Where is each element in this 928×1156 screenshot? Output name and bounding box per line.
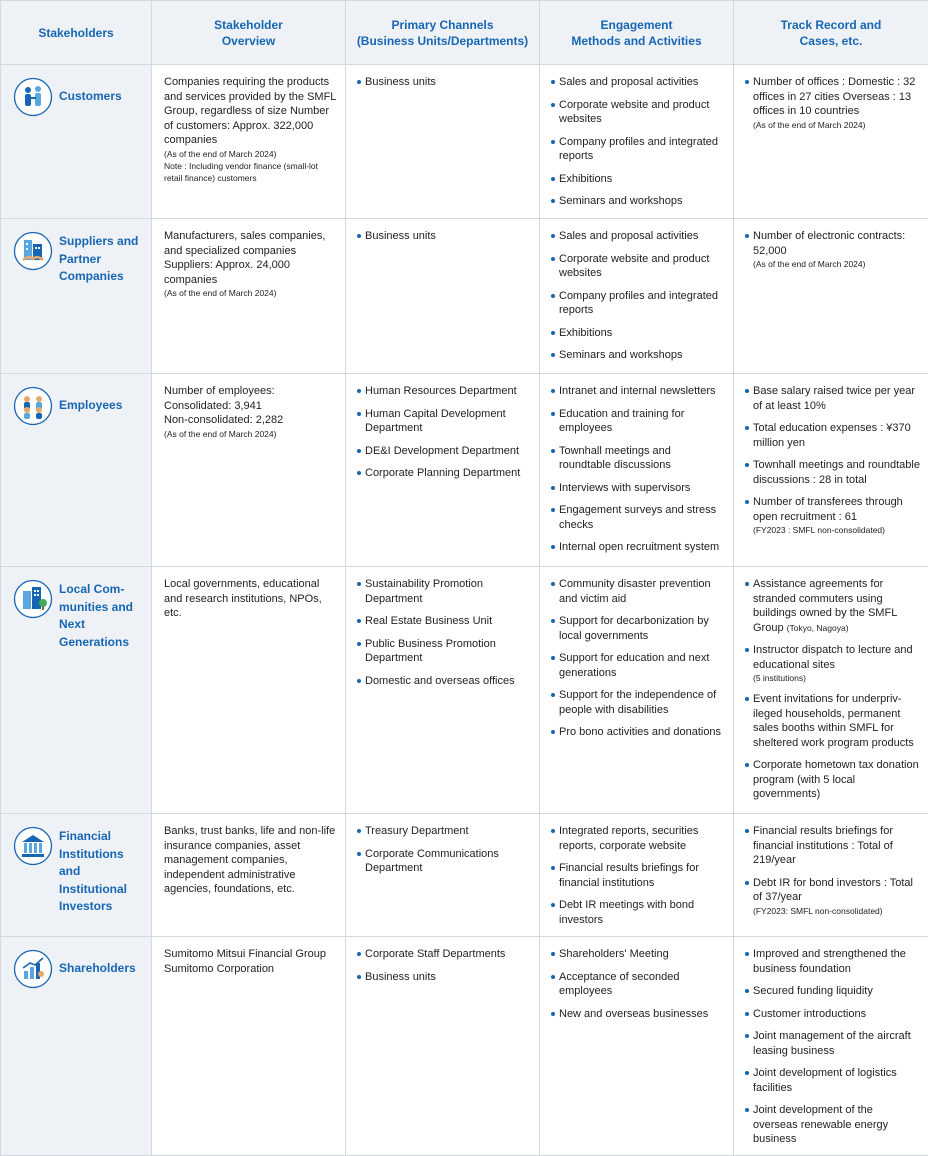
row-financial <box>1 814 928 937</box>
methods-cell <box>540 374 734 567</box>
list-item: Townhall meetings and roundtable discussions : 28 in total <box>745 458 920 487</box>
list-item: Financial results briefings for financial institutions <box>551 861 725 890</box>
list-item: Debt IR meetings with bond investors <box>551 898 725 927</box>
stakeholder-cell <box>1 374 152 567</box>
list-item: Corporate website and product websites <box>551 98 725 127</box>
list-item: Number of offices : Domestic : 32 offices in 27 cities Overseas : 13 offices in 10 countries (As of the end of March 2024) <box>745 75 920 131</box>
overview-note: (As of the end of March 2024) <box>164 288 277 298</box>
list-item: Shareholders' Meeting <box>551 947 725 962</box>
row-customers <box>1 65 928 219</box>
header-channels: Primary Channels (Business Units/Departments) <box>346 1 540 65</box>
list-item: Integrated reports, securities reports, corporate website <box>551 824 725 853</box>
stakeholder-label: Suppliers and Partner Companies <box>59 234 139 283</box>
methods-cell <box>540 65 734 219</box>
list-item: Townhall meetings and roundtable discussions <box>551 444 725 473</box>
header-methods: Engagement Methods and Activities <box>540 1 734 65</box>
list-item: Instructor dispatch to lecture and educational sites (5 institutions) <box>745 643 920 684</box>
list-item: Treasury Department <box>357 824 531 839</box>
stakeholder-cell <box>1 567 152 814</box>
overview-cell <box>152 219 346 374</box>
list-item: Seminars and workshops <box>551 194 725 209</box>
suppliers-icon <box>13 231 53 271</box>
list-item: New and overseas businesses <box>551 1007 725 1022</box>
list-item: Assistance agreements for stranded commuters using buildings owned by the SMFL Group (Tokyo, Nagoya) <box>745 577 920 635</box>
overview-cell <box>152 374 346 567</box>
record-cell <box>734 567 928 814</box>
channels-cell <box>346 65 540 219</box>
list-item: Corporate Planning Department <box>357 466 531 481</box>
header-stakeholders: Stakeholders <box>1 1 152 65</box>
record-cell <box>734 814 928 937</box>
list-item: Human Resources Department <box>357 384 531 399</box>
channels-cell <box>346 567 540 814</box>
list-item: DE&I Development Department <box>357 444 531 459</box>
channels-cell <box>346 374 540 567</box>
list-item: Sales and proposal activities <box>551 75 725 90</box>
shareholders-icon <box>13 949 53 989</box>
stakeholder-cell <box>1 65 152 219</box>
header-row <box>1 1 928 65</box>
employees-icon <box>13 386 53 426</box>
list-item: Support for education and next generations <box>551 651 725 680</box>
stakeholder-cell <box>1 937 152 1156</box>
list-item: Joint development of the overseas renewable energy business <box>745 1103 920 1147</box>
overview-text: Number of employees: <box>164 385 275 397</box>
list-item: Public Business Promotion Department <box>357 637 531 666</box>
methods-cell <box>540 219 734 374</box>
list-item: Number of transferees through open recruitment : 61 (FY2023 : SMFL non-consolidated) <box>745 495 920 536</box>
bank-icon <box>13 826 53 866</box>
record-cell <box>734 65 928 219</box>
list-item: Support for decarbonization by local governments <box>551 614 725 643</box>
overview-text: Banks, trust banks, life and non-life insurance companies, asset management companies, independent administrative agencies, foundations, etc. <box>164 825 336 895</box>
stakeholder-cell <box>1 814 152 937</box>
list-item: Financial results briefings for financial institutions : Total of 219/year <box>745 824 920 868</box>
overview-text: Companies requiring the products and services provided by the SMFL Group, regardless of size Number of customers: Approx. 322,000 companies <box>164 76 337 146</box>
list-item: Business units <box>357 229 531 244</box>
list-item: Pro bono activities and donations <box>551 725 725 740</box>
list-item: Total education expenses : ¥370 million yen <box>745 421 920 450</box>
list-item: Corporate hometown tax donation program (with 5 local governments) <box>745 758 920 802</box>
list-item: Number of electronic contracts: 52,000 (As of the end of March 2024) <box>745 229 920 270</box>
list-item: Human Capital Development Department <box>357 407 531 436</box>
list-item: Customer introductions <box>745 1007 920 1022</box>
overview-note: (As of the end of March 2024) <box>164 148 277 159</box>
list-item: Debt IR for bond investors : Total of 37/year (FY2023: SMFL non-consolidated) <box>745 876 920 917</box>
record-cell <box>734 374 928 567</box>
stakeholder-label: Customers <box>59 89 122 103</box>
list-item: Secured funding liquidity <box>745 984 920 999</box>
list-item: Engagement surveys and stress checks <box>551 503 725 532</box>
channels-cell <box>346 219 540 374</box>
overview-text: Manufacturers, sales companies, and specialized companies Suppliers: Approx. 24,000 companies <box>164 230 326 286</box>
list-item: Business units <box>357 75 531 90</box>
record-cell <box>734 937 928 1156</box>
list-item: Business units <box>357 970 531 985</box>
methods-cell <box>540 937 734 1156</box>
stakeholder-label: Employees <box>59 398 123 412</box>
list-item: Domestic and overseas offices <box>357 674 531 689</box>
list-item: Sustainability Promotion Department <box>357 577 531 606</box>
overview-note: Note : Including vendor finance (small-lot retail finance) customers <box>164 160 319 183</box>
overview-text: Sumitomo Corporation <box>164 962 275 975</box>
record-cell <box>734 219 928 374</box>
list-item: Support for the independence of people with disabilities <box>551 688 725 717</box>
list-item: Internal open recruitment system <box>551 540 725 555</box>
overview-text: Consolidated: 3,941 <box>164 399 262 412</box>
list-item: Intranet and internal newsletters <box>551 384 725 399</box>
list-item: Seminars and workshops <box>551 348 725 363</box>
list-item: Exhibitions <box>551 326 725 341</box>
list-item: Company profiles and integrated reports <box>551 135 725 164</box>
methods-cell <box>540 814 734 937</box>
customers-icon <box>13 77 53 117</box>
list-item: Sales and proposal activities <box>551 229 725 244</box>
community-icon <box>13 579 53 619</box>
stakeholder-label: Local Com- munities and Next Generations <box>59 582 134 649</box>
list-item: Education and training for employees <box>551 407 725 436</box>
list-item: Corporate website and product websites <box>551 252 725 281</box>
list-item: Joint development of logistics facilities <box>745 1066 920 1095</box>
overview-note: (As of the end of March 2024) <box>164 428 277 439</box>
stakeholder-cell <box>1 219 152 374</box>
list-item: Improved and strengthened the business foundation <box>745 947 920 976</box>
row-communities <box>1 567 928 814</box>
list-item: Acceptance of seconded employees <box>551 970 725 999</box>
list-item: Real Estate Business Unit <box>357 614 531 629</box>
row-suppliers <box>1 219 928 374</box>
header-record: Track Record and Cases, etc. <box>734 1 928 65</box>
stakeholder-label: Financial Institutions and Institutional Investors <box>59 829 127 913</box>
overview-cell <box>152 814 346 937</box>
list-item: Event invitations for underpriv-ileged households, permanent sales booths within SMFL for sheltered work program products <box>745 692 920 750</box>
list-item: Exhibitions <box>551 172 725 187</box>
overview-text: Local governments, educational and research institutions, NPOs, etc. <box>164 578 322 619</box>
overview-cell <box>152 567 346 814</box>
overview-cell <box>152 937 346 1156</box>
list-item: Company profiles and integrated reports <box>551 289 725 318</box>
overview-text: Non-consolidated: 2,282 <box>164 414 284 426</box>
list-item: Joint management of the aircraft leasing business <box>745 1029 920 1058</box>
row-shareholders <box>1 937 928 1156</box>
overview-text: Sumitomo Mitsui Financial Group <box>164 948 327 960</box>
header-overview: Stakeholder Overview <box>152 1 346 65</box>
channels-cell <box>346 937 540 1156</box>
row-employees <box>1 374 928 567</box>
overview-cell <box>152 65 346 219</box>
stakeholder-label: Shareholders <box>59 961 136 975</box>
list-item: Corporate Staff Departments <box>357 947 531 962</box>
methods-cell <box>540 567 734 814</box>
list-item: Base salary raised twice per year of at least 10% <box>745 384 920 413</box>
list-item: Corporate Communications Department <box>357 847 531 876</box>
list-item: Community disaster prevention and victim aid <box>551 577 725 606</box>
list-item: Interviews with supervisors <box>551 481 725 496</box>
channels-cell <box>346 814 540 937</box>
